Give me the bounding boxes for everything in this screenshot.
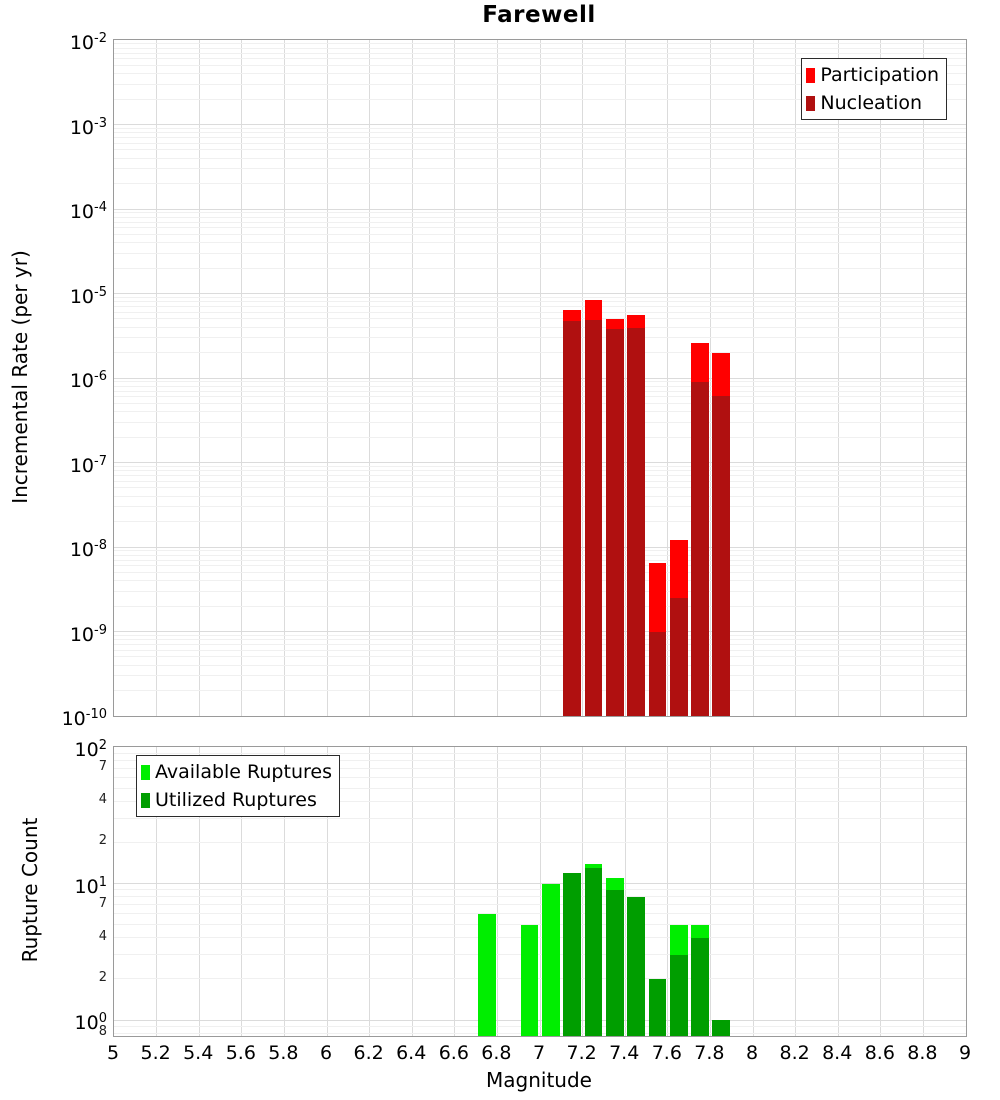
grid-line-minor [114,268,966,269]
bar-nucleation [627,328,645,716]
rate-axis-title: Incremental Rate (per yr) [8,250,32,504]
legend-item [141,758,332,786]
y-tick-label: $10^{-7}$ [69,453,107,477]
grid-line-major [114,462,966,463]
grid-line-major [114,124,966,125]
bar-available [521,925,539,1036]
x-tick-label: 5.4 [183,1042,214,1064]
grid-line-minor [114,422,966,423]
grid-line-minor [114,924,966,925]
bar-nucleation [670,598,688,716]
bar-nucleation [691,382,709,716]
grid-line-minor [114,506,966,507]
grid-line-minor [114,470,966,471]
legend-swatch-available [141,765,150,780]
grid-line-major [114,1020,966,1021]
grid-line-minor [114,690,966,691]
bar-utilized [606,890,624,1036]
grid-line-minor [114,396,966,397]
legend-label: Utilized Ruptures [155,789,317,811]
legend-item [141,786,332,814]
incremental-rate-plot [113,39,967,717]
grid-line-minor [114,978,966,979]
count-legend [136,755,340,817]
x-tick-label: 5.2 [140,1042,171,1064]
grid-line-minor [114,143,966,144]
grid-line-vertical [795,747,796,1036]
grid-line-minor [114,227,966,228]
bar-utilized [585,868,603,1036]
grid-line-minor [114,48,966,49]
y-minor-tick-label: 4 [98,928,107,944]
x-tick-label: 6.2 [353,1042,384,1064]
bar-nucleation [649,632,667,717]
x-tick-label: 8 [745,1042,759,1064]
legend-swatch-participation [806,68,815,83]
grid-line-minor [114,327,966,328]
legend-label: Nucleation [820,92,923,114]
y-tick-label: $10^2$ [74,738,107,761]
grid-line-minor [114,234,966,235]
grid-line-minor [114,753,966,754]
grid-line-minor [114,580,966,581]
rupture-count-plot [113,746,967,1037]
x-tick-label: 6 [319,1042,333,1064]
grid-line-major [114,547,966,548]
legend-item [806,61,939,89]
legend-label: Available Ruptures [155,761,332,783]
grid-line-minor [114,253,966,254]
bar-utilized [627,897,645,1036]
grid-line-minor [114,403,966,404]
grid-line-major [114,209,966,210]
x-tick-label: 7.6 [651,1042,682,1064]
y-tick-label: $10^{-6}$ [69,369,107,392]
bar-nucleation [585,320,603,716]
x-tick-label: 7.4 [609,1042,640,1064]
grid-line-vertical [582,747,583,1036]
x-tick-label: 7.8 [694,1042,725,1064]
grid-line-minor [114,128,966,129]
grid-line-minor [114,212,966,213]
grid-line-minor [114,306,966,307]
grid-line-minor [114,137,966,138]
bar-available [478,914,496,1036]
grid-line-minor [114,217,966,218]
bar-nucleation [606,329,624,716]
grid-line-minor [114,352,966,353]
y-tick-label: $10^0$ [74,1011,107,1034]
grid-line-minor [114,635,966,636]
grid-line-minor [114,889,966,890]
x-tick-label: 6.6 [438,1042,469,1064]
x-tick-label: 7.2 [566,1042,597,1064]
x-tick-label: 8.8 [907,1042,938,1064]
x-tick-label: 8.4 [822,1042,853,1064]
grid-line-vertical [838,747,839,1036]
x-tick-label: 5.6 [225,1042,256,1064]
chart-title: Farewell [482,2,596,28]
grid-line-major [114,378,966,379]
grid-line-minor [114,842,966,843]
grid-line-minor [114,937,966,938]
y-tick-label: $10^{-3}$ [69,115,107,139]
grid-line-minor [114,43,966,44]
bar-utilized [649,979,667,1036]
grid-line-vertical [710,747,711,1036]
bar-utilized [670,955,688,1036]
grid-line-minor [114,591,966,592]
legend-label: Participation [820,64,939,86]
grid-line-minor [114,53,966,54]
y-tick-label: $10^{-9}$ [69,622,107,646]
grid-line-minor [114,1033,966,1034]
grid-line-minor [114,168,966,169]
grid-line-vertical [454,747,455,1036]
grid-line-vertical [880,747,881,1036]
y-minor-tick-label: 4 [98,792,107,808]
bar-nucleation [563,321,581,716]
rate-legend [801,58,947,120]
grid-line-minor [114,132,966,133]
y-tick-label: $10^{-8}$ [69,538,107,561]
grid-line-major [114,631,966,632]
grid-line-minor [114,466,966,467]
grid-line-vertical [540,747,541,1036]
grid-line-minor [114,496,966,497]
grid-line-minor [114,550,966,551]
grid-line-vertical [667,747,668,1036]
grid-line-minor [114,158,966,159]
grid-line-vertical [497,747,498,1036]
grid-line-minor [114,521,966,522]
legend-item [806,89,939,117]
grid-line-minor [114,656,966,657]
y-minor-tick-label: 2 [98,833,107,849]
grid-line-minor [114,565,966,566]
x-tick-label: 6.8 [481,1042,512,1064]
x-axis-title: Magnitude [486,1068,592,1092]
y-minor-tick-label: 7 [98,759,107,775]
legend-swatch-utilized [141,793,150,808]
grid-line-minor [114,560,966,561]
bar-available [542,884,560,1037]
grid-line-minor [114,386,966,387]
grid-line-minor [114,1026,966,1027]
grid-line-minor [114,149,966,150]
grid-line-minor [114,381,966,382]
grid-line-minor [114,297,966,298]
grid-line-minor [114,555,966,556]
grid-line-minor [114,318,966,319]
x-tick-label: 8.6 [864,1042,895,1064]
grid-line-minor [114,639,966,640]
grid-line-vertical [625,747,626,1036]
grid-line-minor [114,904,966,905]
y-minor-tick-label: 7 [98,895,107,911]
x-tick-label: 9 [958,1042,972,1064]
grid-line-minor [114,896,966,897]
grid-line-major [114,293,966,294]
bar-utilized [691,938,709,1036]
grid-line-minor [114,481,966,482]
count-axis-title: Rupture Count [18,817,42,963]
y-minor-tick-label: 8 [98,1024,107,1040]
grid-line-minor [114,391,966,392]
grid-line-vertical [369,747,370,1036]
x-tick-label: 7 [532,1042,546,1064]
grid-line-vertical [412,747,413,1036]
y-tick-label: $10^1$ [74,874,107,898]
grid-line-vertical [923,747,924,1036]
x-tick-label: 8.2 [779,1042,810,1064]
grid-line-minor [114,475,966,476]
grid-line-minor [114,954,966,955]
y-tick-label: $10^{-5}$ [69,284,107,308]
grid-line-minor [114,665,966,666]
grid-line-minor [114,437,966,438]
y-tick-label: $10^{-4}$ [69,200,107,223]
grid-line-minor [114,301,966,302]
grid-line-minor [114,675,966,676]
x-tick-label: 5.8 [268,1042,299,1064]
grid-line-minor [114,818,966,819]
grid-line-minor [114,183,966,184]
grid-line-minor [114,606,966,607]
y-tick-label: $10^{-2}$ [69,31,107,54]
grid-line-major [114,883,966,884]
legend-swatch-nucleation [806,96,815,111]
grid-line-minor [114,572,966,573]
grid-line-minor [114,222,966,223]
bar-nucleation [712,396,730,716]
x-tick-label: 5 [106,1042,120,1064]
bar-utilized [563,873,581,1036]
bar-utilized [712,1020,730,1036]
grid-line-vertical [753,747,754,1036]
grid-line-minor [114,487,966,488]
grid-line-minor [114,312,966,313]
y-minor-tick-label: 2 [98,969,107,985]
grid-line-minor [114,411,966,412]
x-tick-label: 6.4 [396,1042,427,1064]
grid-line-minor [114,650,966,651]
grid-line-minor [114,337,966,338]
grid-line-minor [114,913,966,914]
grid-line-minor [114,242,966,243]
y-tick-label: $10^{-10}$ [61,707,107,730]
grid-line-minor [114,644,966,645]
